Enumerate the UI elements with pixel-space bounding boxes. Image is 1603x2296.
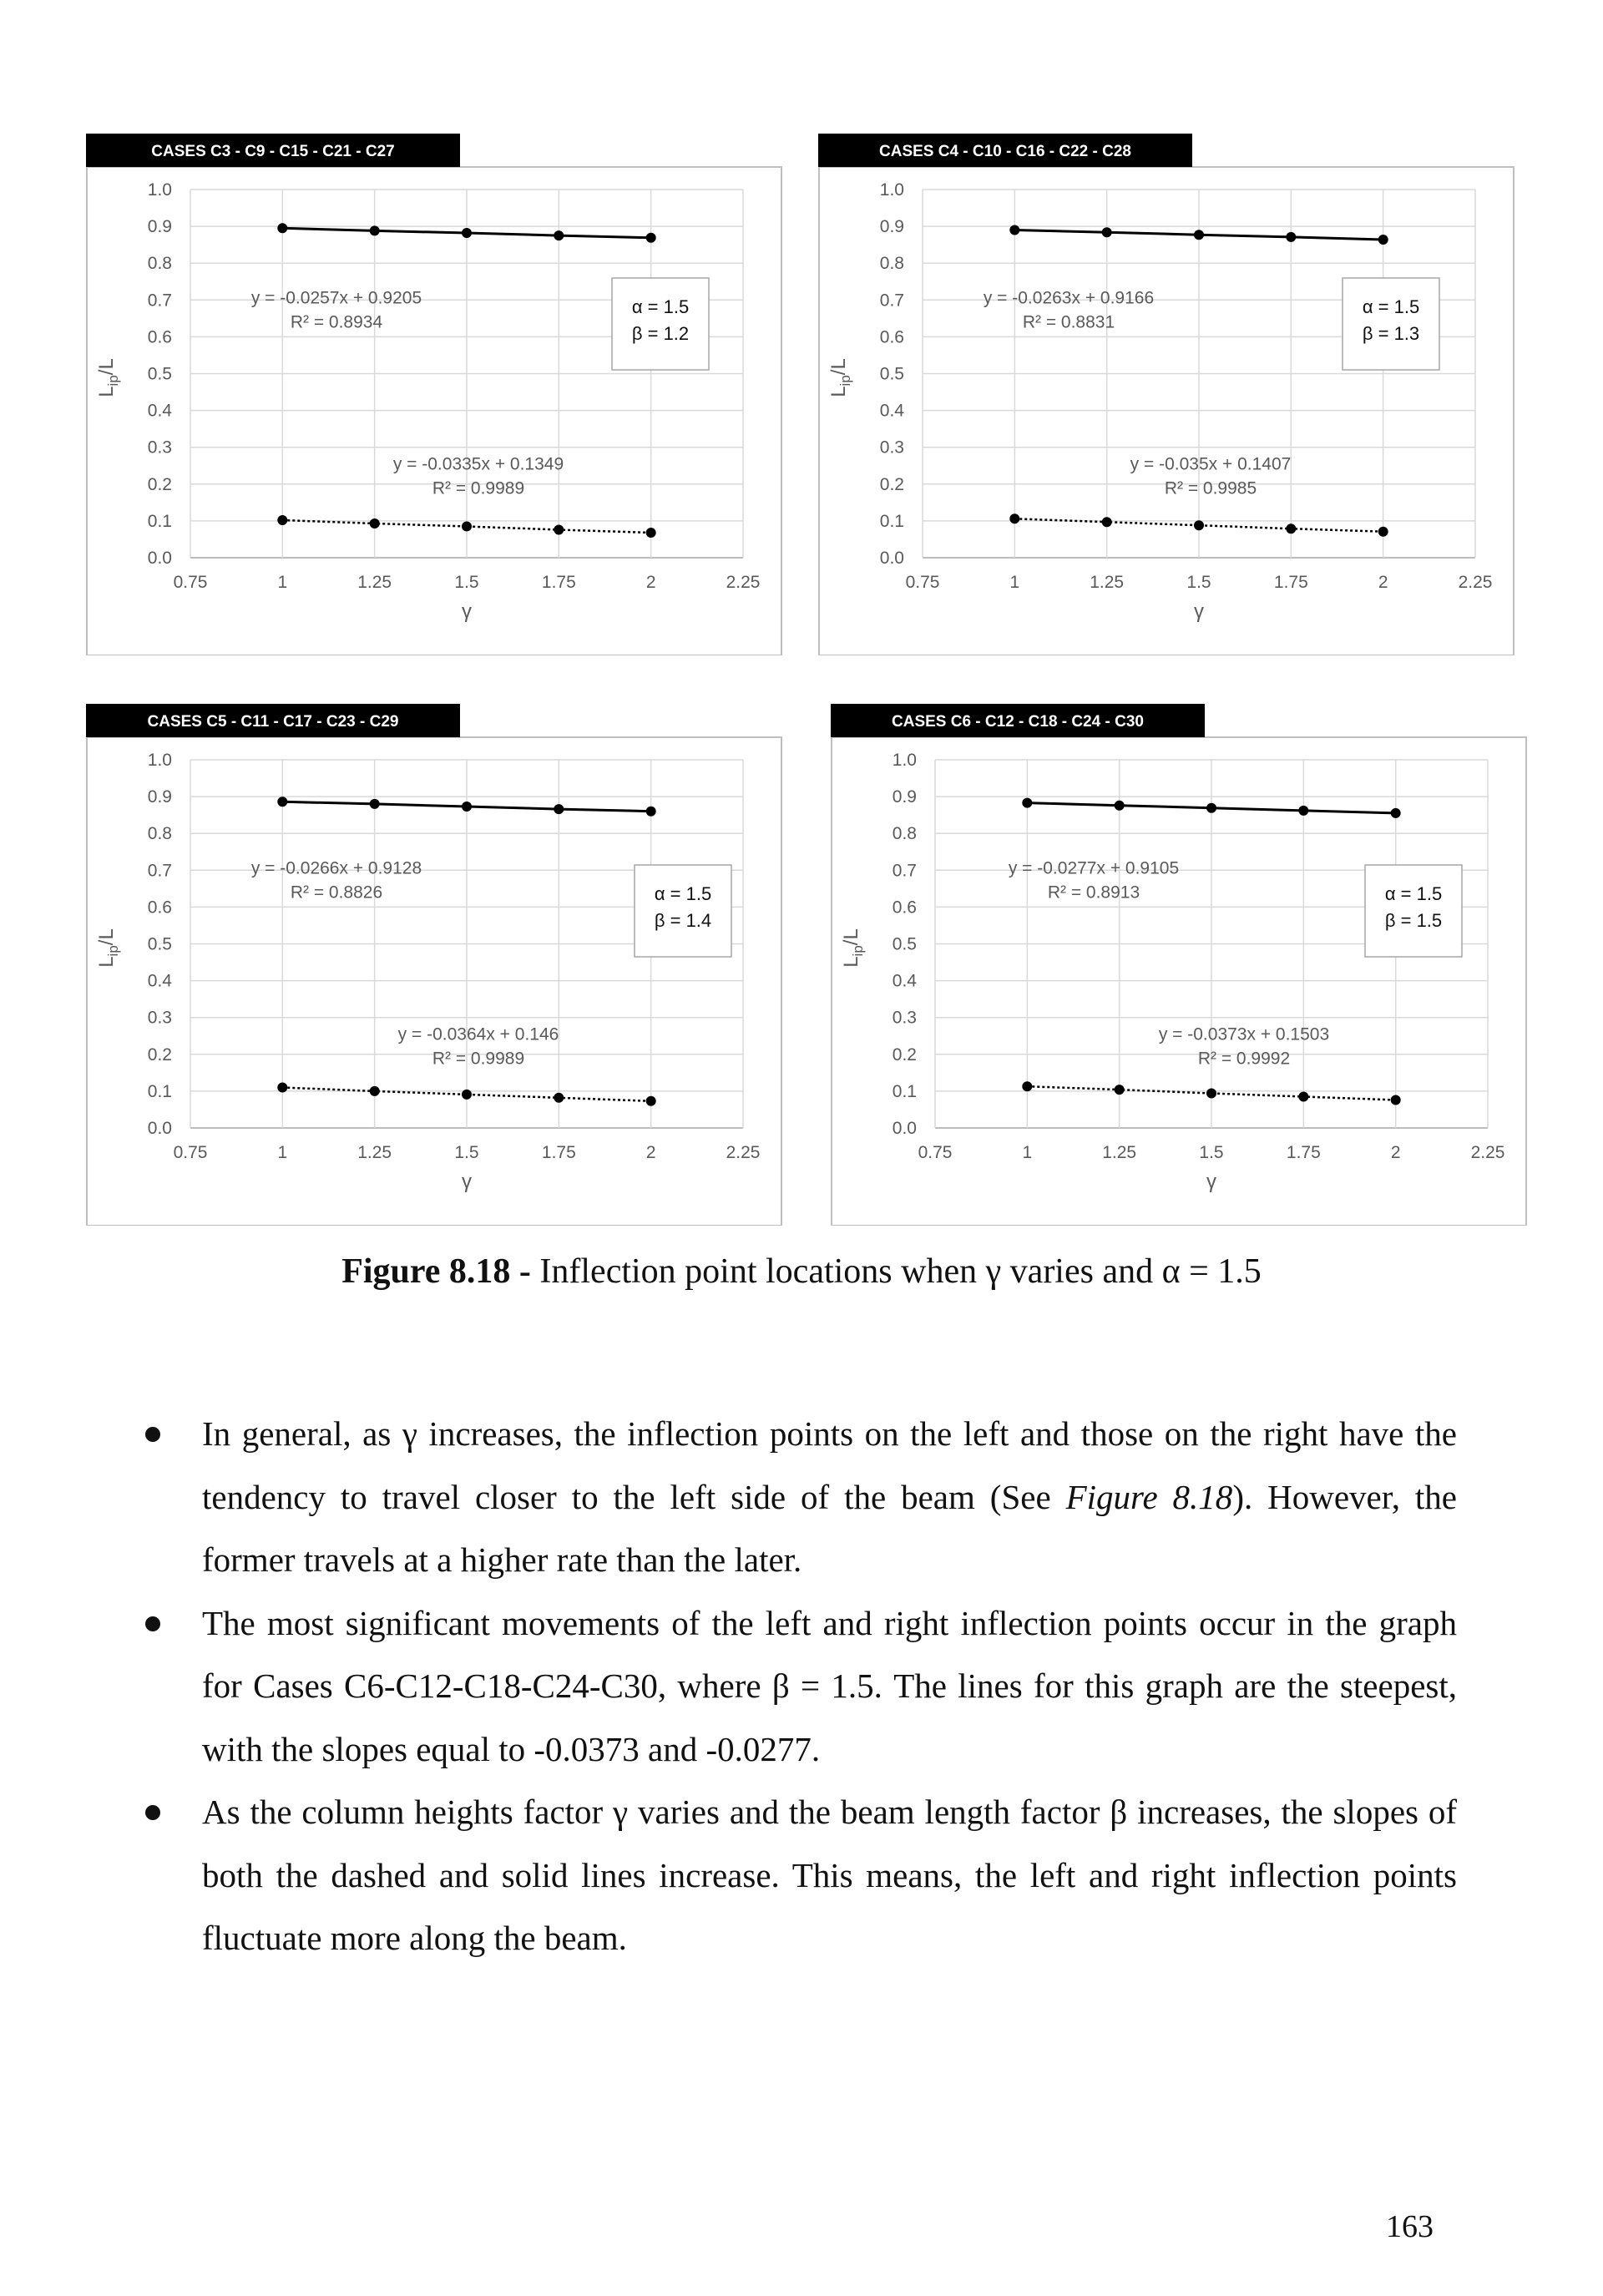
beta-label: β = 1.3: [1362, 323, 1420, 344]
bullet-dot-icon: [145, 1805, 160, 1820]
y-tick-label: 1.0: [892, 751, 917, 770]
y-tick-label: 0.5: [879, 364, 904, 384]
trendline-equation-lower: y = -0.0364x + 0.146: [397, 1024, 559, 1044]
x-tick-label: 2.25: [726, 1143, 761, 1162]
trendline-r2-upper: R² = 0.8934: [290, 312, 383, 332]
y-axis-title-tail: /L: [95, 358, 118, 376]
data-point-upper: [1102, 227, 1112, 237]
chart-panel-2: [818, 134, 1518, 655]
x-axis-title: γ: [1194, 600, 1204, 623]
parameter-legend: [1343, 278, 1439, 370]
bullet-3-text: As the column heights factor γ varies and the beam length factor β increases, the slopes of both the dashed and solid lines increase. This means, the left and right inflection points fluctuate more along the beam.: [202, 1793, 1457, 1957]
y-tick-label: 0.4: [147, 401, 172, 421]
x-tick-label: 1.75: [541, 573, 576, 592]
x-tick-label: 1.5: [454, 1143, 479, 1162]
x-tick-label: 1: [1009, 573, 1020, 592]
y-tick-label: 0.9: [147, 217, 172, 237]
x-tick-label: 2: [1378, 573, 1388, 592]
trendline-equation-upper: y = -0.0263x + 0.9166: [983, 288, 1155, 308]
data-point-lower: [1009, 513, 1019, 523]
data-point-lower: [554, 525, 564, 535]
bullet-item-1: [134, 1403, 1457, 1592]
chart-svg: [86, 134, 786, 655]
alpha-label: α = 1.5: [654, 883, 712, 904]
x-tick-label: 1.75: [1286, 1143, 1321, 1162]
data-point-upper: [554, 804, 564, 814]
alpha-label: α = 1.5: [1384, 883, 1443, 904]
y-tick-label: 0.2: [892, 1044, 917, 1065]
figure-reference: Figure 8.18: [1065, 1477, 1233, 1516]
figure-caption-text: Inflection point locations when γ varies and α = 1.5: [530, 1252, 1262, 1291]
data-point-lower: [1022, 1081, 1032, 1091]
x-tick-label: 2.25: [1458, 573, 1493, 592]
trendline-r2-lower: R² = 0.9989: [432, 478, 525, 498]
x-tick-label: 1: [277, 573, 288, 592]
x-tick-label: 1.5: [1199, 1143, 1224, 1162]
figure-caption: [0, 1247, 1603, 1297]
trendline-equation-lower: y = -0.0335x + 0.1349: [392, 454, 564, 474]
trendline-equation-upper: y = -0.0257x + 0.9205: [250, 288, 422, 308]
x-tick-label: 0.75: [905, 573, 940, 592]
y-tick-label: 0.6: [147, 898, 172, 918]
data-point-lower: [462, 522, 472, 532]
trendline-equation-lower: y = -0.0373x + 0.1503: [1158, 1024, 1330, 1044]
x-tick-label: 2: [645, 573, 656, 592]
y-tick-label: 0.3: [147, 437, 172, 458]
y-tick-label: 0.3: [892, 1008, 917, 1028]
chart-svg: [831, 704, 1530, 1226]
y-tick-label: 0.1: [892, 1081, 917, 1101]
y-tick-label: 0.8: [147, 824, 172, 844]
trendline-r2-lower: R² = 0.9985: [1164, 478, 1257, 498]
trendline-r2-lower: R² = 0.9989: [432, 1049, 525, 1069]
figure-label: Figure 8.18 -: [341, 1252, 531, 1291]
bullet-item-3: [134, 1781, 1457, 1970]
bullet-2-text: The most significant movements of the left and right inflection points occur in the graph for Cases C6-C12-C18-C24-C30, where β = 1.5. The lines for this graph are the steepest, with the slopes equal to -0.0373 and -0.0277.: [202, 1603, 1457, 1768]
x-axis-title: γ: [462, 1171, 472, 1193]
x-tick-label: 1.25: [357, 573, 392, 592]
alpha-label: α = 1.5: [631, 296, 690, 317]
y-tick-label: 0.9: [147, 787, 172, 807]
data-point-lower: [1194, 520, 1204, 530]
parameter-legend: [612, 278, 709, 370]
y-tick-label: 1.0: [147, 180, 172, 200]
y-tick-label: 0.4: [147, 971, 172, 991]
data-point-upper: [1022, 798, 1032, 808]
y-tick-label: 0.7: [892, 861, 917, 881]
data-point-lower: [277, 515, 287, 525]
data-point-upper: [462, 802, 472, 812]
data-point-upper: [1391, 808, 1401, 818]
parameter-legend: [635, 865, 731, 957]
y-tick-label: 0.8: [879, 254, 904, 274]
data-point-lower: [1286, 523, 1296, 534]
x-tick-label: 2.25: [726, 573, 761, 592]
y-axis-title-subscript: ip: [105, 375, 121, 387]
data-point-lower: [1391, 1095, 1401, 1105]
y-tick-label: 0.8: [147, 254, 172, 274]
data-point-upper: [1378, 235, 1388, 245]
chart-panel-3: [86, 704, 786, 1226]
x-tick-label: 1.75: [541, 1143, 576, 1162]
data-point-upper: [462, 228, 472, 238]
trendline-r2-upper: R² = 0.8913: [1047, 882, 1140, 903]
x-tick-label: 1: [277, 1143, 288, 1162]
y-axis-title-tail: /L: [840, 928, 862, 946]
trendline-equation-lower: y = -0.035x + 0.1407: [1130, 454, 1292, 474]
x-tick-label: 1.75: [1273, 573, 1308, 592]
chart-svg: [818, 134, 1518, 655]
y-tick-label: 0.4: [892, 971, 917, 991]
x-tick-label: 1.25: [1102, 1143, 1137, 1162]
chart-title: CASES C5 - C11 - C17 - C23 - C29: [147, 713, 399, 731]
data-point-lower: [554, 1093, 564, 1103]
y-axis-title-subscript: ip: [837, 375, 853, 387]
data-point-upper: [1286, 232, 1296, 242]
x-axis-title: γ: [1206, 1171, 1216, 1193]
y-tick-label: 0.8: [892, 824, 917, 844]
data-point-upper: [1115, 801, 1125, 811]
beta-label: β = 1.2: [631, 323, 690, 344]
bullet-list: [134, 1403, 1457, 1970]
x-tick-label: 0.75: [918, 1143, 953, 1162]
y-tick-label: 0.7: [879, 291, 904, 311]
parameter-legend: [1365, 865, 1462, 957]
y-tick-label: 0.0: [892, 1119, 917, 1138]
trendline-r2-lower: R² = 0.9992: [1197, 1049, 1291, 1069]
bullet-1-text: In general, as γ increases, the inflection points on the left and those on the right have the tendency to travel closer to the left side of the beam (See: [202, 1414, 1457, 1516]
y-tick-label: 0.1: [147, 511, 172, 531]
data-point-lower: [1102, 517, 1112, 527]
trendline-r2-upper: R² = 0.8831: [1022, 312, 1115, 332]
chart-title-bar: [831, 704, 1205, 737]
data-point-upper: [1009, 225, 1019, 235]
y-tick-label: 0.2: [879, 474, 904, 494]
y-tick-label: 0.5: [892, 934, 917, 954]
chart-title: CASES C4 - C10 - C16 - C22 - C28: [879, 143, 1131, 160]
y-tick-label: 0.6: [147, 327, 172, 347]
chart-svg: [86, 704, 786, 1226]
y-tick-label: 0.7: [147, 291, 172, 311]
data-point-upper: [1194, 230, 1204, 240]
y-tick-label: 0.4: [879, 401, 904, 421]
beta-label: β = 1.4: [654, 910, 712, 931]
y-tick-label: 0.5: [147, 364, 172, 384]
chart-panel-4: [831, 704, 1530, 1226]
x-tick-label: 1.5: [454, 573, 479, 592]
y-tick-label: 0.3: [147, 1008, 172, 1028]
y-axis-title-subscript: ip: [850, 945, 866, 957]
bullet-1-text-end: ). However, the former travels at a higher rate than the later.: [202, 1477, 1458, 1579]
trendline-equation-upper: y = -0.0266x + 0.9128: [250, 858, 422, 878]
data-point-upper: [277, 223, 287, 233]
y-axis-title-main: L: [840, 956, 862, 968]
y-tick-label: 1.0: [879, 180, 904, 200]
data-point-upper: [646, 807, 656, 817]
data-point-upper: [1298, 806, 1308, 816]
trendline-r2-upper: R² = 0.8826: [290, 882, 383, 903]
y-tick-label: 0.6: [892, 898, 917, 918]
chart-title: CASES C6 - C12 - C18 - C24 - C30: [892, 713, 1144, 731]
y-tick-label: 1.0: [147, 751, 172, 770]
data-point-lower: [1378, 527, 1388, 537]
x-tick-label: 0.75: [173, 1143, 208, 1162]
data-point-lower: [1298, 1092, 1308, 1102]
y-axis-title-main: L: [95, 386, 118, 397]
data-point-lower: [1115, 1085, 1125, 1095]
y-axis-title-tail: /L: [827, 358, 850, 376]
chart-panel-1: [86, 134, 786, 655]
y-tick-label: 0.9: [879, 217, 904, 237]
y-tick-label: 0.7: [147, 861, 172, 881]
alpha-label: α = 1.5: [1362, 296, 1420, 317]
data-point-lower: [646, 528, 656, 538]
data-point-upper: [554, 230, 564, 240]
data-point-lower: [462, 1090, 472, 1100]
y-tick-label: 0.1: [879, 511, 904, 531]
data-point-lower: [1206, 1089, 1216, 1099]
page-number: 163: [1386, 2209, 1434, 2244]
x-tick-label: 1.5: [1186, 573, 1211, 592]
chart-title-bar: [86, 704, 460, 737]
trendline-equation-upper: y = -0.0277x + 0.9105: [1008, 858, 1180, 878]
x-tick-label: 0.75: [173, 573, 208, 592]
y-tick-label: 0.2: [147, 1044, 172, 1065]
data-point-lower: [370, 518, 380, 528]
data-point-upper: [1206, 803, 1216, 813]
bullet-dot-icon: [145, 1427, 160, 1442]
data-point-upper: [646, 233, 656, 243]
chart-title-bar: [86, 134, 460, 167]
bullet-item-2: [134, 1592, 1457, 1782]
x-tick-label: 2.25: [1470, 1143, 1505, 1162]
y-tick-label: 0.0: [147, 549, 172, 568]
y-axis-title-main: L: [827, 386, 850, 397]
x-tick-label: 1.25: [1090, 573, 1125, 592]
y-tick-label: 0.2: [147, 474, 172, 494]
y-axis-title-main: L: [95, 956, 118, 968]
data-point-upper: [370, 799, 380, 809]
chart-title-bar: [818, 134, 1192, 167]
x-tick-label: 1.25: [357, 1143, 392, 1162]
data-point-upper: [370, 225, 380, 235]
data-point-lower: [277, 1083, 287, 1093]
chart-title: CASES C3 - C9 - C15 - C21 - C27: [151, 143, 395, 160]
x-axis-title: γ: [462, 600, 472, 623]
y-axis-title-tail: /L: [95, 928, 118, 946]
x-tick-label: 2: [1390, 1143, 1401, 1162]
y-tick-label: 0.0: [879, 549, 904, 568]
beta-label: β = 1.5: [1384, 910, 1443, 931]
bullet-dot-icon: [145, 1616, 160, 1631]
x-tick-label: 2: [645, 1143, 656, 1162]
y-tick-label: 0.9: [892, 787, 917, 807]
y-tick-label: 0.3: [879, 437, 904, 458]
data-point-lower: [370, 1086, 380, 1096]
y-axis-title-subscript: ip: [105, 945, 121, 957]
y-tick-label: 0.0: [147, 1119, 172, 1138]
y-tick-label: 0.5: [147, 934, 172, 954]
y-tick-label: 0.6: [879, 327, 904, 347]
y-tick-label: 0.1: [147, 1081, 172, 1101]
x-tick-label: 1: [1022, 1143, 1033, 1162]
data-point-upper: [277, 797, 287, 807]
data-point-lower: [646, 1096, 656, 1106]
